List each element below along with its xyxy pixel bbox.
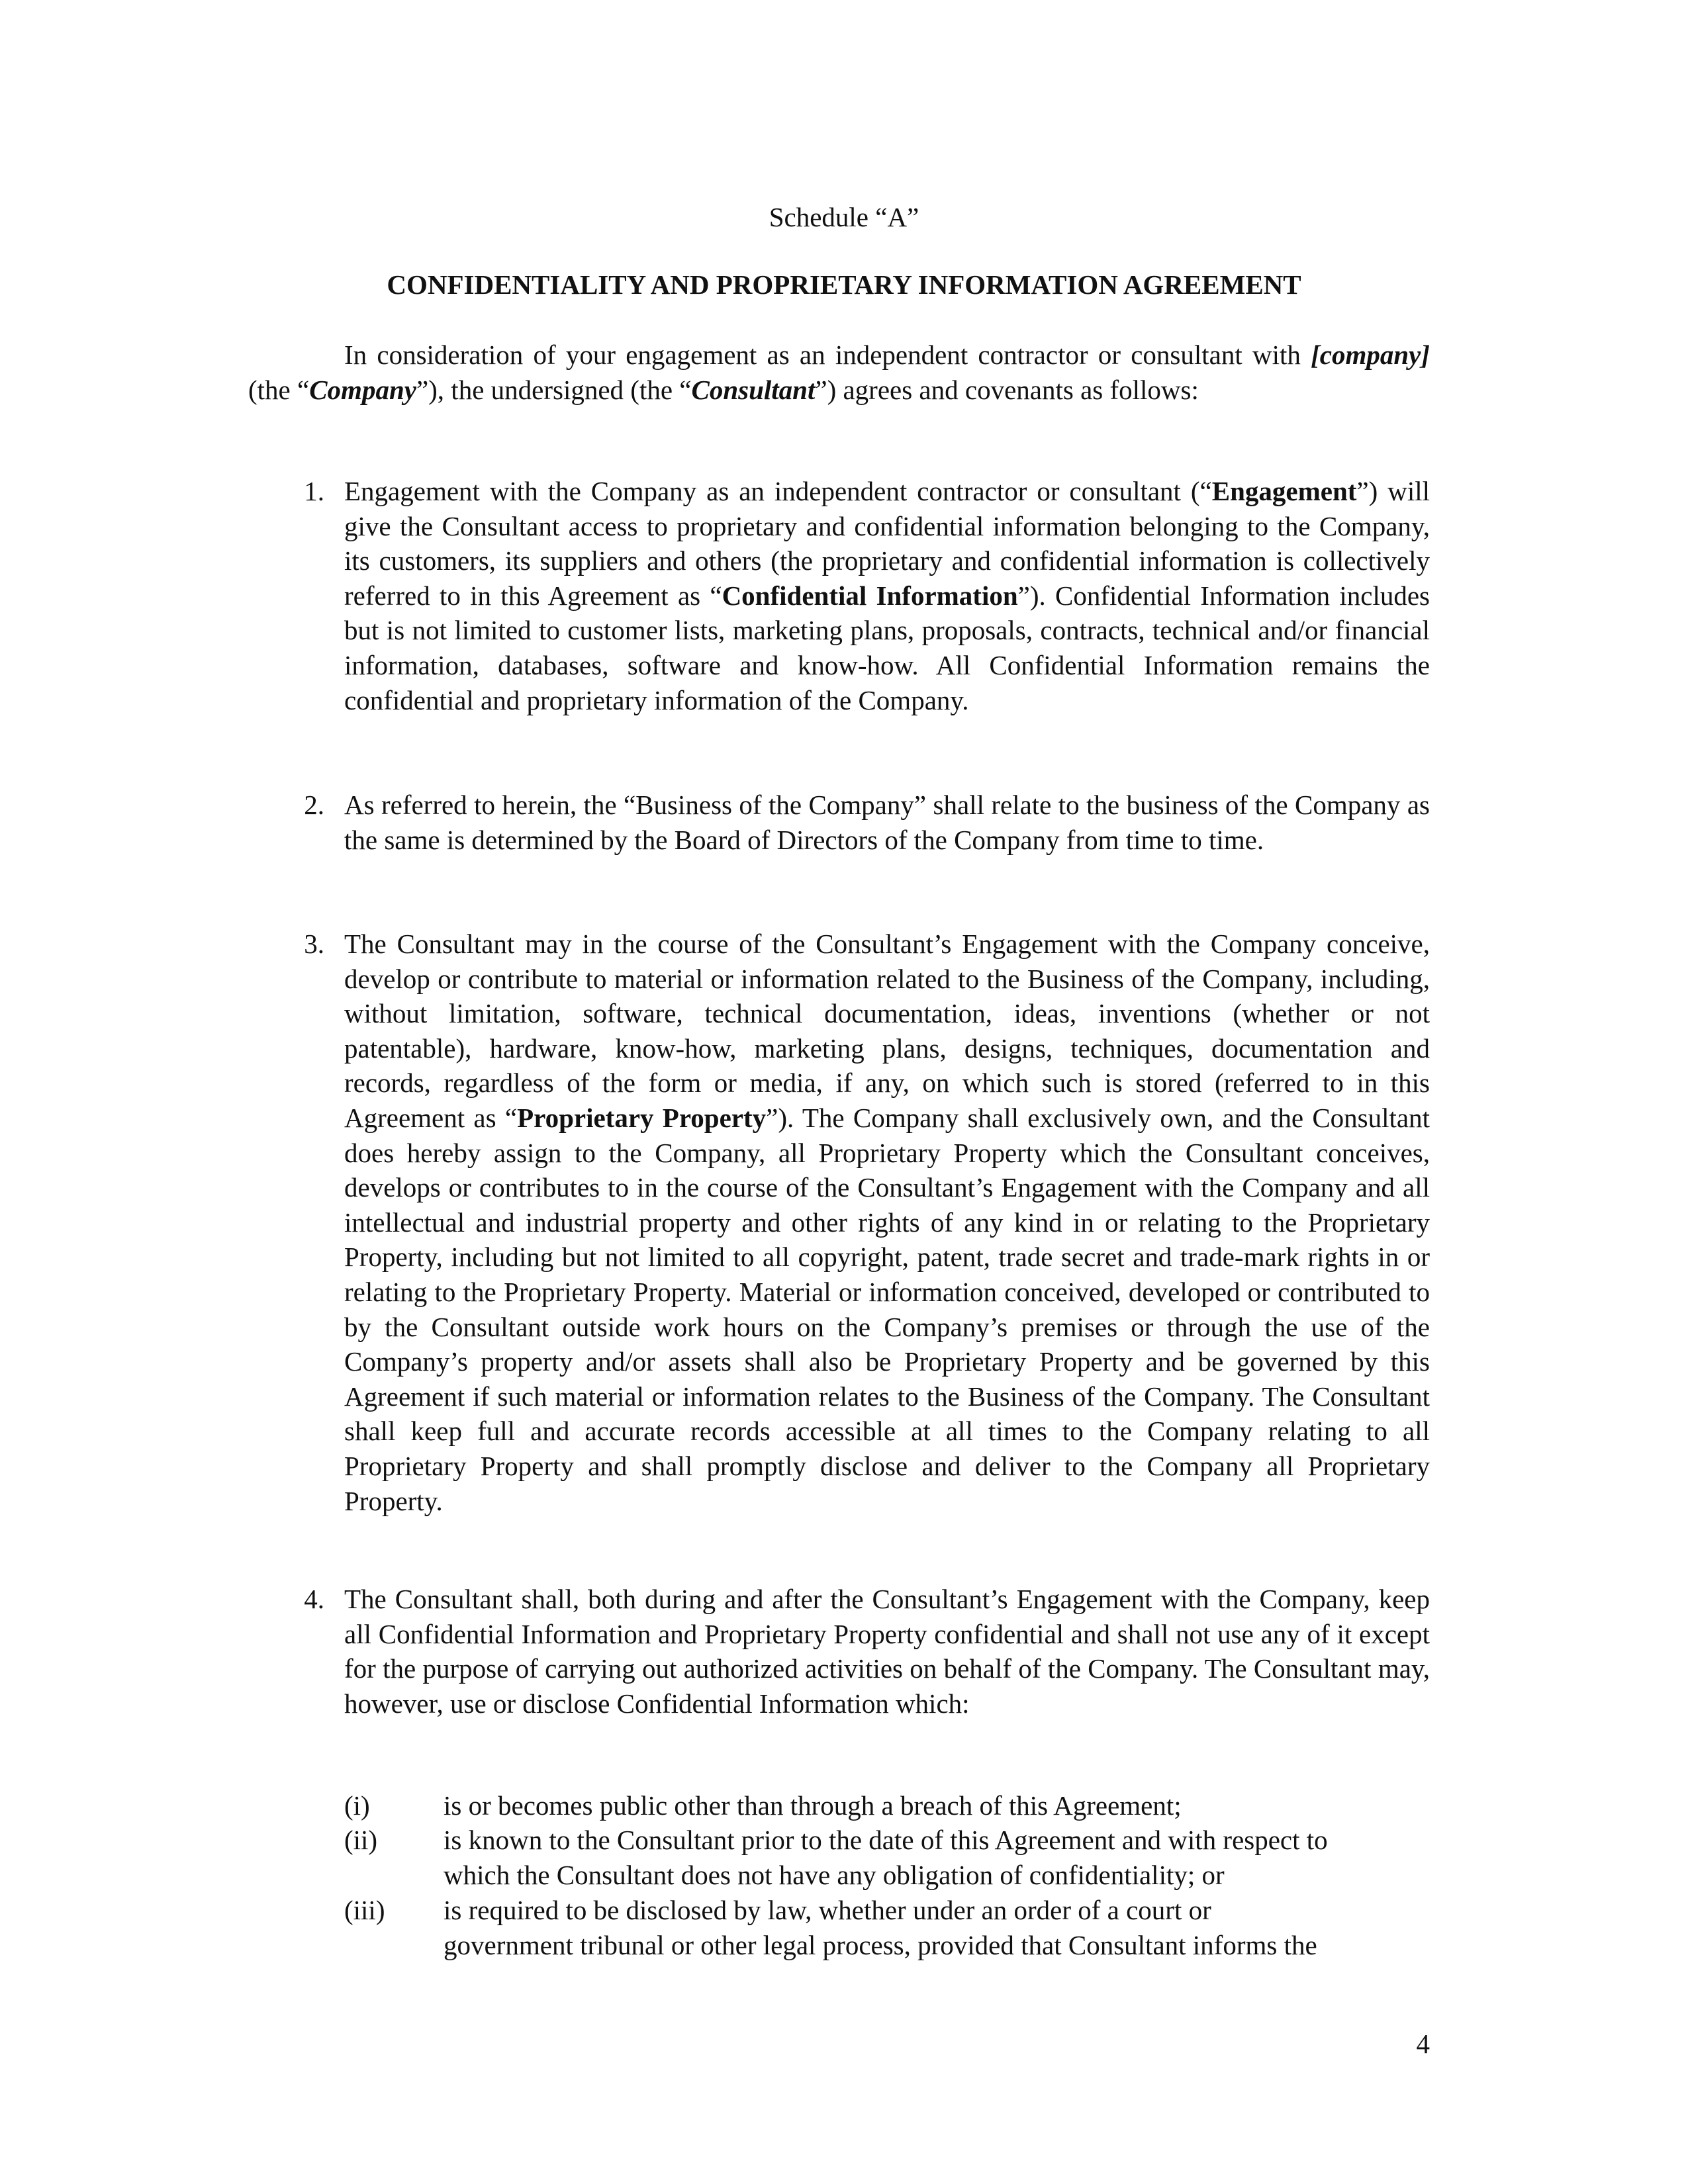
company-placeholder: [company] bbox=[1311, 340, 1430, 370]
consultant-defined-term: Consultant bbox=[691, 374, 816, 405]
confidential-information-defined-term: Confidential Information bbox=[722, 580, 1018, 611]
intro-paragraph: In consideration of your engagement as an independent contractor or consultant with [company] (the “Company”), the undersigned (the “Consultant”) agrees and covenants as follows: bbox=[248, 340, 1430, 405]
clause-number: 1. bbox=[304, 476, 324, 506]
subclause-i: (i) is or becomes public other than through a breach of this Agreement; bbox=[444, 1788, 1436, 1823]
agreement-title: CONFIDENTIALITY AND PROPRIETARY INFORMATION AGREEMENT bbox=[387, 269, 1301, 300]
engagement-defined-term: Engagement bbox=[1211, 476, 1357, 506]
clause-1: 1. Engagement with the Company as an independent contractor or consultant (“Engagement”) will give the Consultant access to proprietary and confidential information belonging to the Company, its customers, its suppliers and others (the proprietary and confidential information is collectively referred to in this Agreement as “Confidential Information”). Confidential Information includes but is not limited to customer lists, marketing plans, proposals, contracts, technical and/or financial information, databases, software and know-how. All Confidential Information remains the confidential and proprietary information of the Company. bbox=[344, 474, 1430, 717]
clause-4: 4. The Consultant shall, both during and after the Consultant’s Engagement with the Company, keep all Confidential Information and Proprietary Property confidential and shall not use any of it except for the purpose of carrying out authorized activities on behalf of the Company. The Consultant may, however, use or disclose Confidential Information which: bbox=[344, 1582, 1430, 1721]
clause-3: 3. The Consultant may in the course of the Consultant’s Engagement with the Company conceive, develop or contribute to material or information related to the Business of the Company, including, without limitation, software, technical documentation, ideas, inventions (whether or not patentable), hardware, know-how, marketing plans, designs, techniques, documentation and records, regardless of the form or media, if any, on which such is stored (referred to in this Agreement as “Proprietary Property”). The Company shall exclusively own, and the Consultant does hereby assign to the Company, all Proprietary Property which the Consultant conceives, develops or contributes to in the course of the Consultant’s Engagement with the Company and all intellectual and industrial property and other rights of any kind in or relating to the Proprietary Property, including but not limited to all copyright, patent, trade secret and trade-mark rights in or relating to the Proprietary Property. Material or information conceived, developed or contributed to by the Consultant outside work hours on the Company’s premises or through the use of the Company’s property and/or assets shall also be Proprietary Property and be governed by this Agreement if such material or information relates to the Business of the Company. The Consultant shall keep full and accurate records accessible at all times to the Company relating to all Proprietary Property and shall promptly disclose and deliver to the Company all Proprietary Property. bbox=[344, 927, 1430, 1518]
company-defined-term: Company bbox=[309, 374, 416, 405]
clause-number: 4. bbox=[304, 1584, 324, 1614]
subclause-iii: (iii) is required to be disclosed by law, whether under an order of a court or government tribunal or other legal process, provided that Consultant informs the bbox=[444, 1893, 1436, 1962]
subclause-numeral: (iii) bbox=[344, 1895, 385, 1925]
clause-number: 2. bbox=[304, 790, 324, 820]
proprietary-property-defined-term: Proprietary Property bbox=[517, 1102, 767, 1133]
subclause-numeral: (i) bbox=[344, 1790, 370, 1821]
clause-number: 3. bbox=[304, 929, 324, 959]
page-number: 4 bbox=[1416, 2028, 1430, 2059]
subclause-numeral: (ii) bbox=[344, 1825, 378, 1855]
clause-2: 2. As referred to herein, the “Business of the Company” shall relate to the business of the Company as the same is determined by the Board of Directors of the Company from time to time. bbox=[344, 788, 1430, 857]
schedule-heading: Schedule “A” bbox=[769, 202, 919, 232]
subclause-ii: (ii) is known to the Consultant prior to the date of this Agreement and with respect to which the Consultant does not have any obligation of confidentiality; or bbox=[444, 1823, 1436, 1892]
